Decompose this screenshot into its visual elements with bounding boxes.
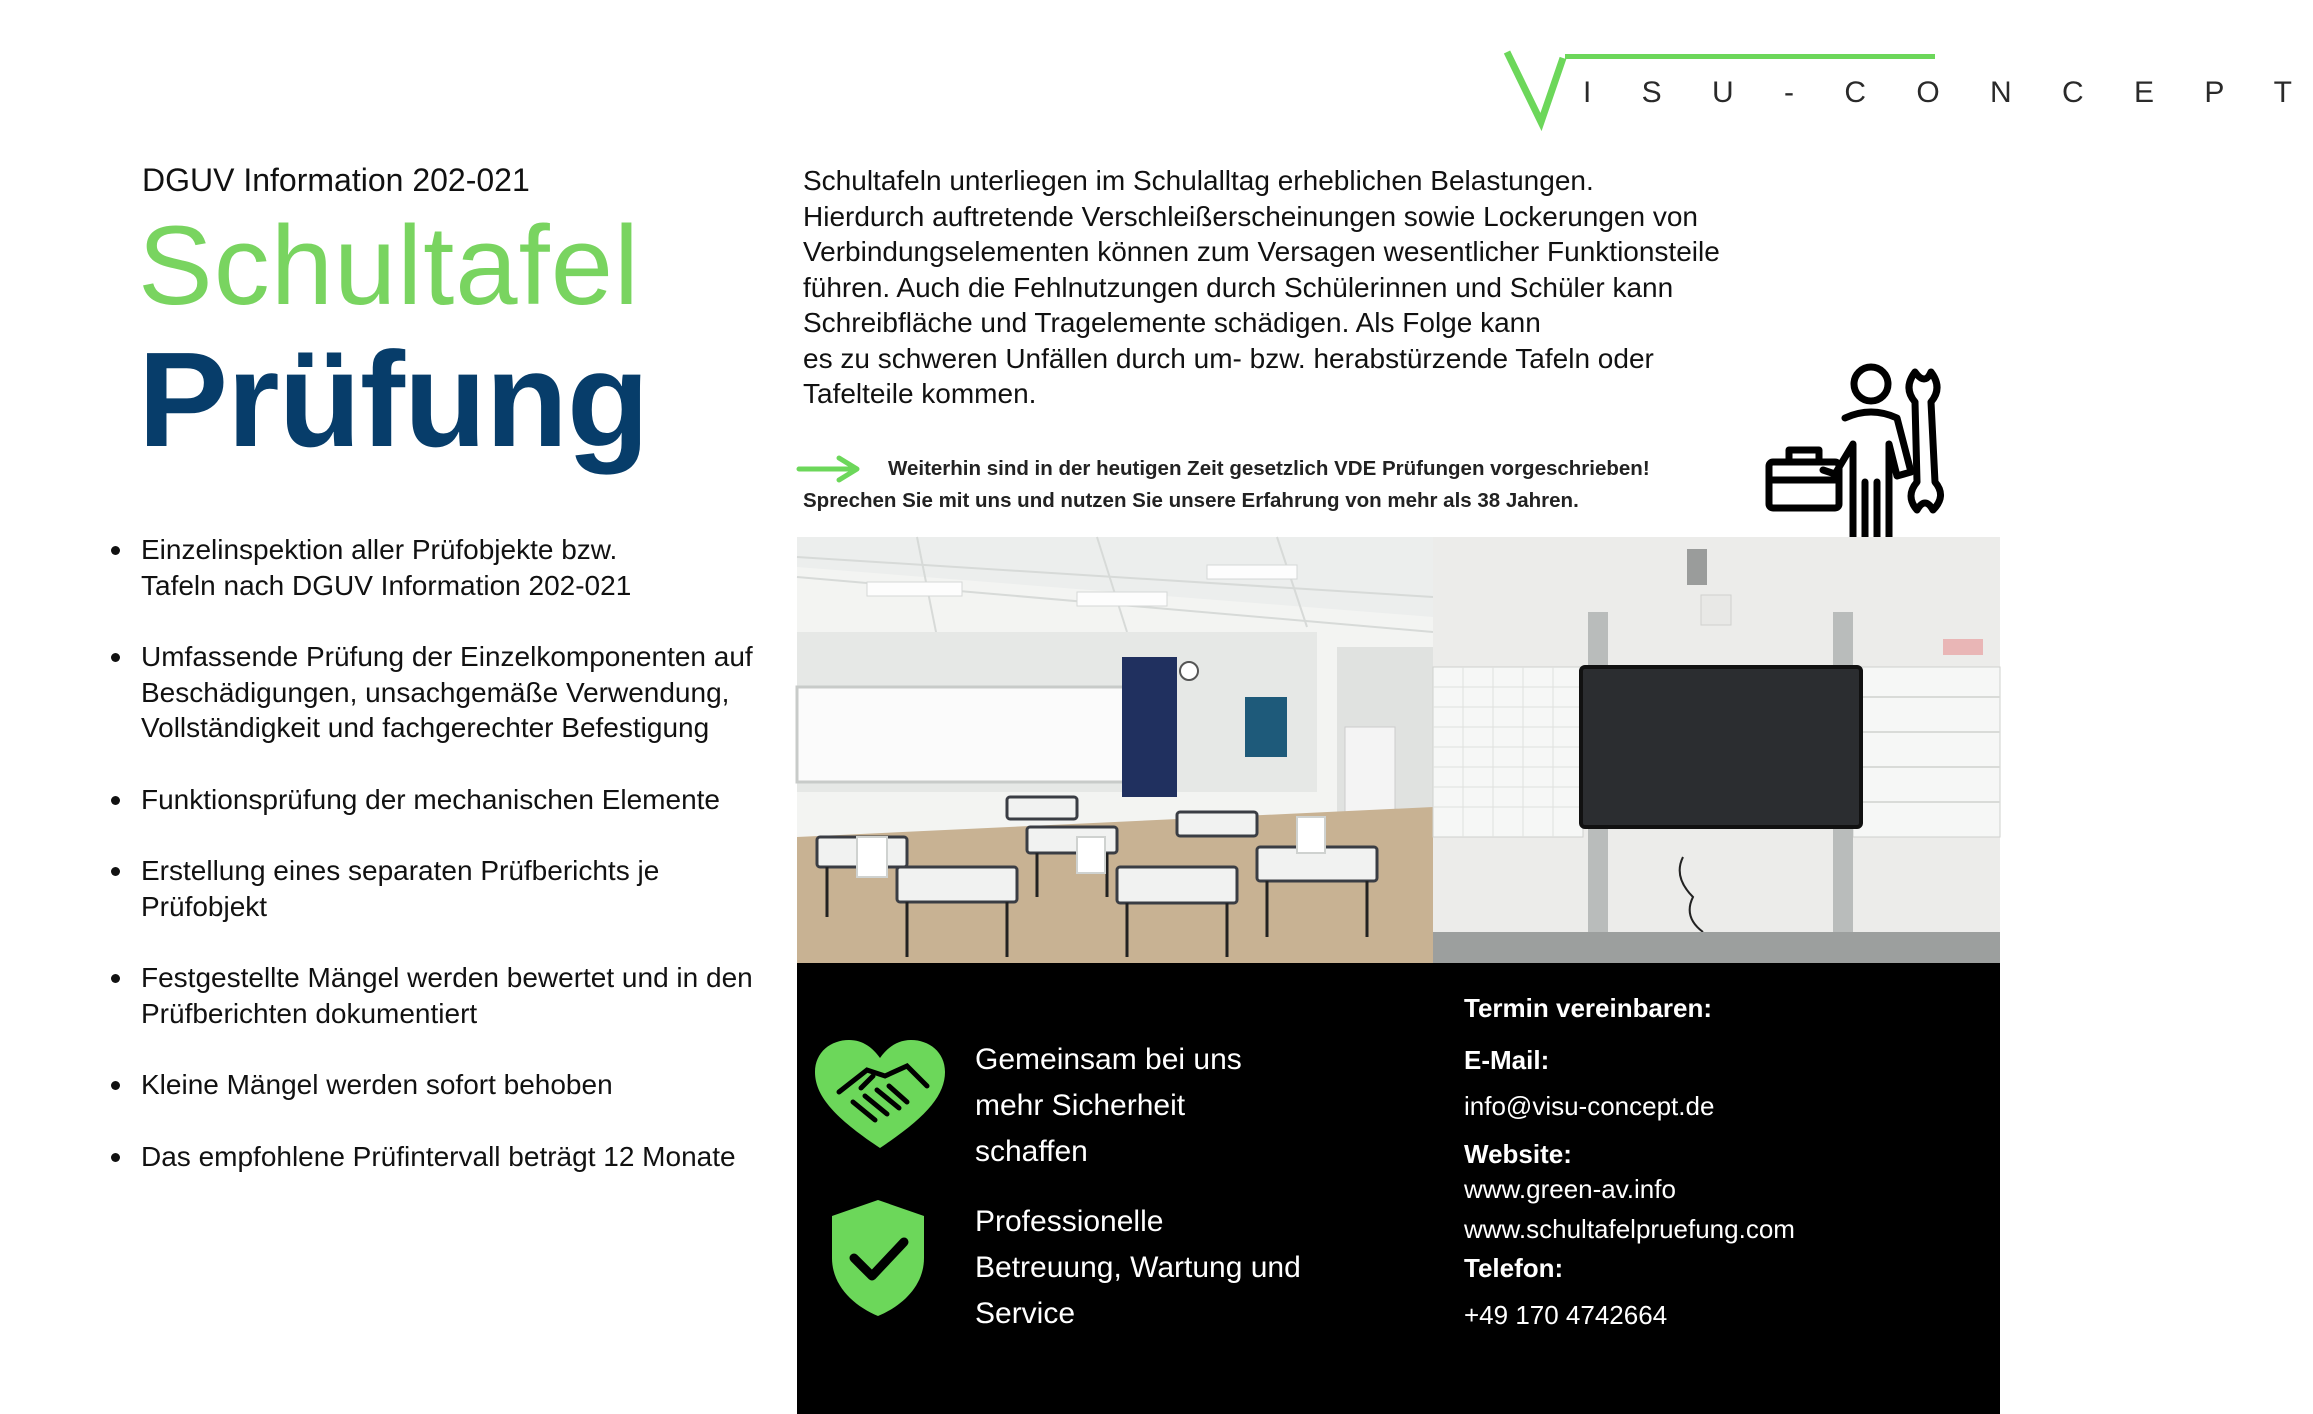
logo-v-mark xyxy=(1505,50,1575,124)
list-item xyxy=(100,1067,800,1103)
intro-paragraph: Schultafeln unterliegen im Schulalltag erheblichen Belastungen. Hierdurch auftretende Verschleißerscheinungen sowie Lockerungen von Verbindungselementen können zum Versagen wesentlicher Funktionsteile führen. Auch die Fehlnutzungen durch Schülerinnen und Schüler kann Schreibfläche und Tragelemente schädigen. Als Folge kann es zu schweren Unfällen durch um- bzw. herabstürzende Tafeln oder Tafelteile kommen. xyxy=(803,165,1720,409)
check-shield-icon xyxy=(828,1198,928,1318)
handshake-heart-icon xyxy=(815,1040,945,1150)
website-link-green-av[interactable]: www.green-av.info xyxy=(1464,1174,1676,1204)
worker-with-toolbox-icon xyxy=(1765,362,1955,537)
document-subtitle: DGUV Information 202-021 xyxy=(142,162,530,198)
phone-link[interactable]: +49 170 4742664 xyxy=(1464,1300,1668,1330)
logo-wordmark: I S U - C O N C E P T xyxy=(1583,76,2313,109)
list-item xyxy=(100,532,800,603)
list-item-text: Erstellung eines separaten Prüfberichts je Prüfobjekt xyxy=(141,855,660,922)
website-label: Website: xyxy=(1464,1139,1572,1169)
list-item xyxy=(100,960,781,1031)
list-item xyxy=(100,639,806,746)
title-schultafel: Schultafel xyxy=(138,203,640,328)
list-item-text: Kleine Mängel werden sofort behoben xyxy=(141,1069,613,1100)
visu-concept-logo xyxy=(1505,50,2313,125)
email-link[interactable]: info@visu-concept.de xyxy=(1464,1091,1715,1121)
email-label: E-Mail: xyxy=(1464,1045,1550,1075)
list-item xyxy=(100,853,781,924)
note-line-2: Sprechen Sie mit uns und nutzen Sie unsere Erfahrung von mehr als 38 Jahren. xyxy=(803,489,1579,512)
claim-service: Professionelle Betreuung, Wartung und Service xyxy=(975,1205,1301,1330)
phone-label: Telefon: xyxy=(1464,1253,1564,1283)
contact-panel xyxy=(797,963,2000,1414)
service-list xyxy=(100,532,800,1210)
classroom-photo xyxy=(797,537,1433,963)
website-link-schultafelpruefung[interactable]: www.schultafelpruefung.com xyxy=(1464,1214,1795,1244)
list-item-text: Einzelinspektion aller Prüfobjekte bzw. Tafeln nach DGUV Information 202-021 xyxy=(141,534,632,601)
title-pruefung: Prüfung xyxy=(138,324,649,475)
logo-bar xyxy=(1565,54,1935,59)
smartboard-illustration xyxy=(1433,537,2000,963)
classroom-illustration xyxy=(797,537,1433,963)
claim-safety: Gemeinsam bei uns mehr Sicherheit schaffen xyxy=(975,1043,1242,1168)
right-arrow-icon xyxy=(797,455,863,483)
list-item-text: Funktionsprüfung der mechanischen Elemente xyxy=(141,783,721,815)
smartboard-photo xyxy=(1433,537,2000,963)
list-item xyxy=(100,782,800,818)
list-item-text: Das empfohlene Prüfintervall beträgt 12 Monate xyxy=(141,1140,736,1172)
list-item xyxy=(100,1139,800,1175)
appointment-label: Termin vereinbaren: xyxy=(1464,993,1713,1023)
list-item-text: Festgestellte Mängel werden bewertet und in den Prüfberichten dokumentiert xyxy=(141,962,753,1029)
note-line-1: Weiterhin sind in der heutigen Zeit gesetzlich VDE Prüfungen vorgeschrieben! xyxy=(888,457,1650,480)
list-item-text: Umfassende Prüfung der Einzelkomponenten auf Beschädigungen, unsachgemäße Verwendung, Vollständigkeit und fachgerechter Befestigung xyxy=(141,641,753,743)
